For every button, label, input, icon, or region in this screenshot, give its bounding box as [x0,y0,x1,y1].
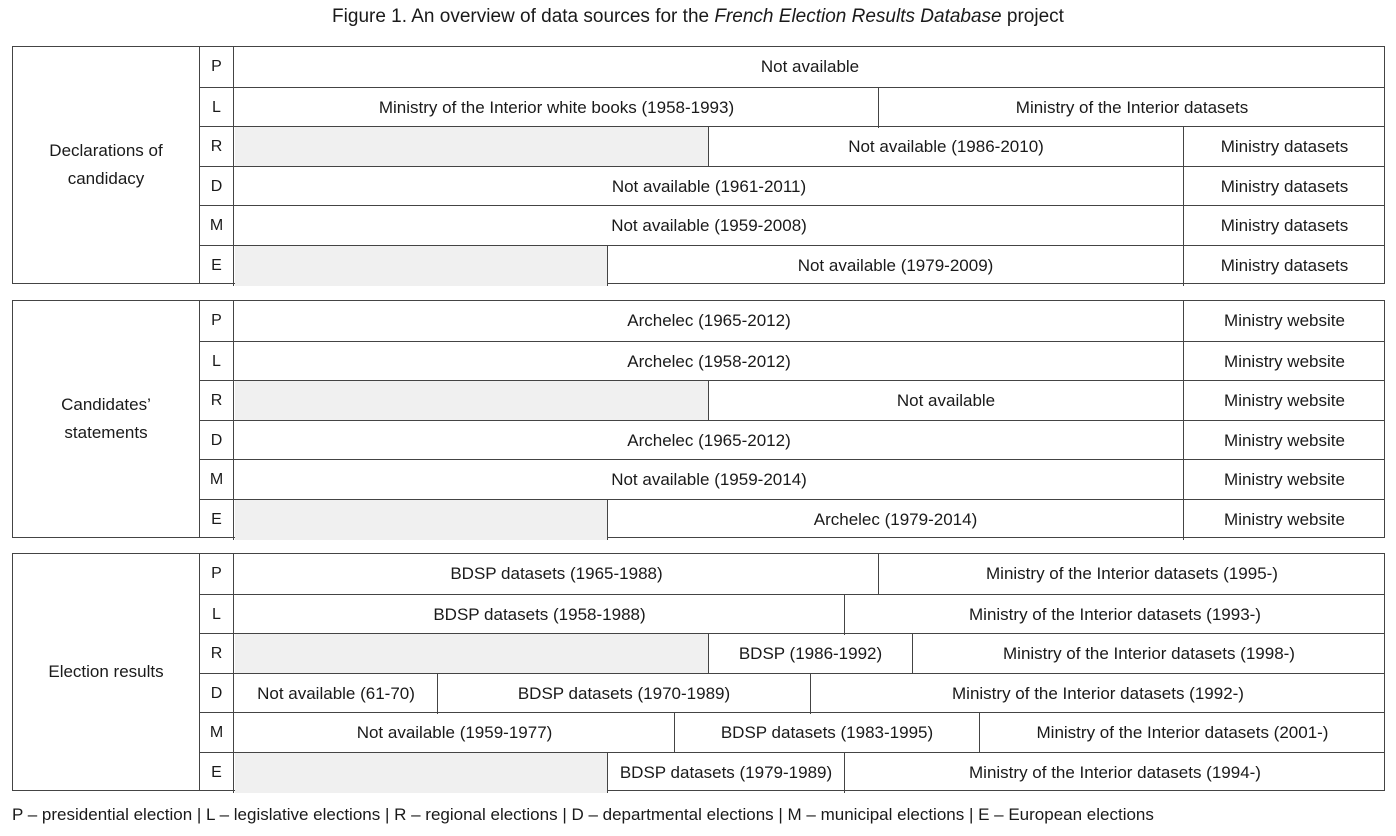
source-cell: Not available (1961-2011) [611,176,807,196]
election-type-code: R [200,127,234,167]
figure-title-prefix: Figure 1. An overview of data sources for the [332,6,715,27]
figure-title [0,6,1396,28]
table-row [200,594,1384,635]
source-cell: Ministry of the Interior datasets (1998-) [912,634,1385,674]
source-cell: Ministry of the Interior datasets (1992-) [810,674,1385,714]
election-type-code: D [200,167,234,207]
election-type-code: R [200,381,234,421]
source-cell: Ministry of the Interior datasets (1993-) [844,595,1385,635]
election-type-code: P [200,47,234,87]
election-type-code: R [200,634,234,674]
source-cell: Archelec (1965-2012) [627,430,791,450]
table-row [200,459,1384,500]
source-cell: Not available (1959-2014) [611,470,807,489]
election-type-code: P [200,554,234,594]
table-row [200,499,1384,540]
source-cell: Not available (1986-2010) [708,127,1183,167]
source-cell: Ministry datasets [1183,246,1385,286]
section-label: Election results [13,554,200,790]
source-cell: Not available [708,381,1183,421]
source-cell: Archelec (1965-2012) [627,311,791,330]
not-applicable-cell [235,381,708,421]
source-cell: Not available [760,57,860,76]
source-cell: Ministry website [1183,381,1385,421]
election-type-code: E [200,246,234,286]
not-applicable-cell [235,634,708,674]
election-type-code: D [200,674,234,714]
source-cell: BDSP datasets (1965-1988) [450,564,663,583]
source-cell: Ministry website [1183,500,1385,540]
table-row [200,166,1384,207]
figure-title-italic: French Election Results Database [714,6,1002,27]
legend-text: P – presidential election | L – legislative elections | R – regional elections | D – departmental elections | M – municipal elections | E – European elections [12,805,1154,824]
table-row [200,712,1384,753]
section-block [12,300,1385,538]
source-cell: Ministry datasets [1183,127,1385,167]
source-cell: Not available (1979-2009) [607,246,1183,286]
source-cell: BDSP datasets (1970-1989) [437,674,810,714]
section-block [12,46,1385,284]
table-row [200,420,1384,461]
not-applicable-cell [235,753,607,793]
table-row [200,752,1384,793]
source-cell: Ministry website [1183,421,1385,461]
not-applicable-cell [235,500,607,540]
table-row [200,301,1384,341]
election-type-code: M [200,206,234,246]
election-type-code: M [200,460,234,500]
election-type-code: D [200,421,234,461]
source-cell: BDSP (1986-1992) [708,634,912,674]
source-cell: BDSP datasets (1983-1995) [674,713,979,753]
table-row [200,205,1384,246]
source-cell: Ministry of the Interior datasets (2001-) [979,713,1385,753]
table-row [200,633,1384,674]
source-cell: Ministry of the Interior datasets (1995-) [878,554,1385,594]
election-type-code: M [200,713,234,753]
table-row [200,126,1384,167]
source-cell: Ministry datasets [1183,167,1385,207]
source-cell: BDSP datasets (1958-1988) [433,604,646,624]
table-row [200,245,1384,286]
figure-title-suffix: project [1001,6,1064,27]
source-cell: Ministry website [1183,342,1385,382]
source-cell: Ministry of the Interior datasets (1994-) [844,753,1385,793]
section-label: Candidates’ statements [13,301,200,537]
not-applicable-cell [235,127,708,167]
table-row [200,341,1384,382]
source-cell: Ministry datasets [1183,206,1385,246]
source-cell: Ministry of the Interior datasets [878,88,1385,128]
table-row [200,87,1384,128]
source-cell: Not available (1959-2008) [611,216,807,235]
election-type-code: L [200,88,234,128]
source-cell: Ministry of the Interior white books (1958-1993) [378,97,735,117]
election-type-code: L [200,342,234,382]
source-cell: Not available (61-70) [257,683,415,703]
not-applicable-cell [235,246,607,286]
source-cell: Ministry website [1183,460,1385,500]
election-type-code: E [200,500,234,540]
source-cell: Archelec (1958-2012) [627,351,791,371]
source-cell: Archelec (1979-2014) [607,500,1183,540]
section-label: Declarations of candidacy [13,47,200,283]
table-row [200,380,1384,421]
election-type-code: P [200,301,234,341]
source-cell: BDSP datasets (1979-1989) [607,753,844,793]
source-cell: Ministry website [1183,301,1385,341]
source-cell: Not available (1959-1977) [356,723,553,742]
election-type-code: L [200,595,234,635]
election-type-code: E [200,753,234,793]
table-row [200,673,1384,714]
table-row [200,554,1384,594]
table-row [200,47,1384,87]
section-block [12,553,1385,791]
